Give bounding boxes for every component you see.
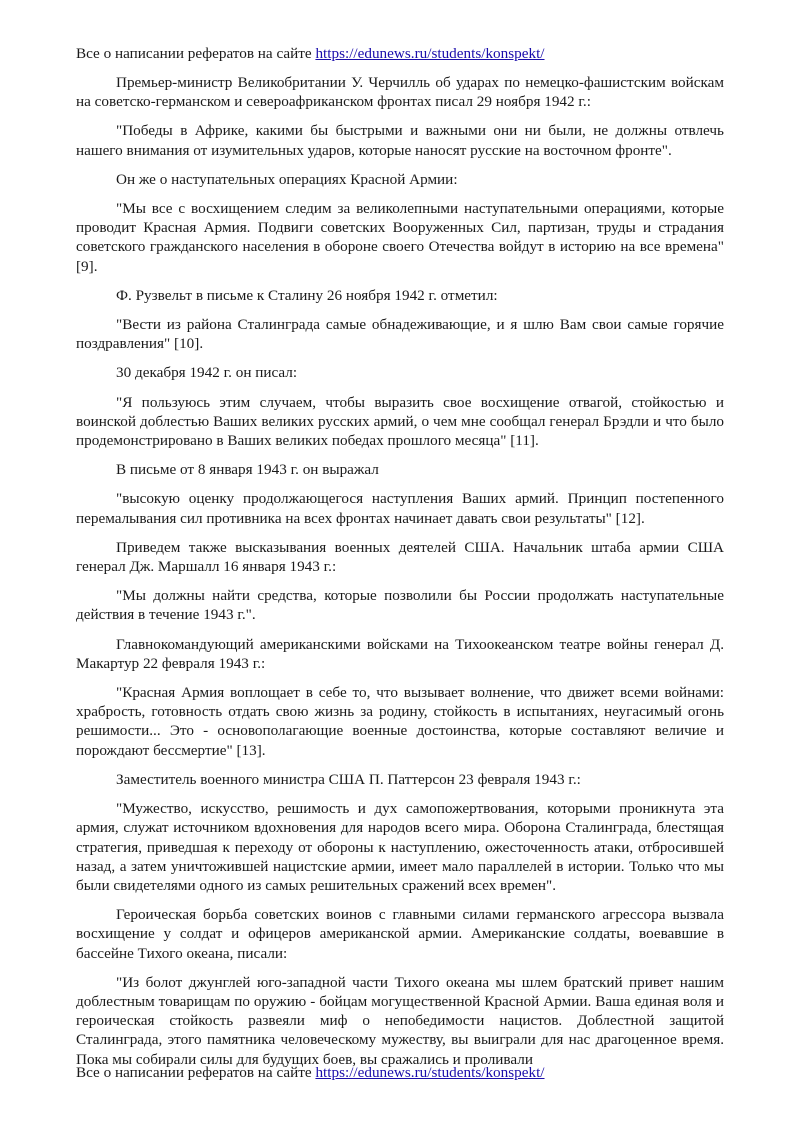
- paragraph: В письме от 8 января 1943 г. он выражал: [116, 461, 379, 479]
- quote-paragraph: "Мы все с восхищением следим за великолепными наступательными операциями, которые проводит Красная Армия. Подвиги советских Вооруженных Сил, партизан, труды и страдания советского гражданского населения в обороне своего Отечества войдут в историю на все времена" [9].: [76, 200, 724, 275]
- quote-paragraph: "Красная Армия воплощает в себе то, что вызывает волнение, что движет всеми войнами: храбрость, готовность отдать свою жизнь за родину, стойкость в испытаниях, неугасимый огонь решимости... Это - основополагающие военные достоинства, которые составляют величие и порождают бессмертие" [13].: [76, 684, 724, 759]
- paragraph: Приведем также высказывания военных деятелей США. Начальник штаба армии США генерал Дж. Маршалл 16 января 1943 г.:: [76, 538, 724, 576]
- page-footer: [76, 1063, 724, 1082]
- paragraph: Героическая борьба советских воинов с главными силами германского агрессора вызвала восхищение у солдат и офицеров американской армии. Американские солдаты, воевавшие в бассейне Тихого океана, писали:: [76, 906, 724, 962]
- quote-paragraph: "Из болот джунглей юго-западной части Тихого океана мы шлем братский привет нашим доблестным товарищам по оружию - бойцам могущественной Красной Армии. Ваша единая воля и героическая стойкость развеяли миф о непобедимости нацистов. Доблестной защитой Сталинграда, этого памятника человеческому мужеству, вы выиграли для нас драгоценное время. Пока мы собирали силы для будущих боев, вы сражались и проливали: [76, 973, 724, 1068]
- quote-paragraph: "Мужество, искусство, решимость и дух самопожертвования, которыми проникнута эта армия, служат источником вдохновения для народов всего мира. Оборона Сталинграда, блестящая стратегия, приведшая к переходу от обороны к наступлению, ожесточенность атаки, отбросившей назад, а затем уничтожившей нацистские армии, имеет мало параллелей в истории. Только что мы были свидетелями одного из самых решительных сражений всех времен".: [76, 800, 724, 894]
- quote-paragraph: "Мы должны найти средства, которые позволили бы России продолжать наступательные действия в течение 1943 г.".: [76, 587, 724, 624]
- paragraph: 30 декабря 1942 г. он писал:: [116, 364, 298, 382]
- paragraph: Он же о наступательных операциях Красной Армии:: [116, 170, 458, 188]
- footer-link[interactable]: https://edunews.ru/students/konspekt/: [315, 1064, 545, 1081]
- paragraph: Ф. Рузвельт в письме к Сталину 26 ноября 1942 г. отметил:: [116, 286, 498, 304]
- quote-paragraph: "Победы в Африке, какими бы быстрыми и важными они ни были, не должны отвлечь нашего внимания от изумительных ударов, которые наносят русские на восточном фронте".: [76, 122, 724, 159]
- document-body: [76, 73, 724, 1069]
- paragraph: Главнокомандующий американскими войсками на Тихоокеанском театре войны генерал Д. Макартур 22 февраля 1943 г.:: [76, 635, 724, 672]
- quote-paragraph: "Вести из района Сталинграда самые обнадеживающие, и я шлю Вам свои самые горячие поздравления" [10].: [76, 316, 724, 353]
- quote-paragraph: "Я пользуюсь этим случаем, чтобы выразить свое восхищение отвагой, стойкостью и воинской доблестью Ваших великих русских армий, о чем мне сообщал генерал Брэдли и что было продемонстрировано в Ваших великих победах прошлого месяца" [11].: [76, 393, 724, 450]
- header-link[interactable]: https://edunews.ru/students/konspekt/: [315, 45, 545, 62]
- document-page: [76, 44, 724, 1079]
- paragraph: Премьер-министр Великобритании У. Черчилль об ударах по немецко-фашистским войскам на советско-германском и североафриканском фронтах писал 29 ноября 1942 г.:: [76, 74, 724, 111]
- header-text: Все о написании рефератов на сайте: [76, 45, 312, 62]
- quote-paragraph: "высокую оценку продолжающегося наступления Ваших армий. Принцип постепенного перемалывания сил противника на всех фронтах начинает давать свои результаты" [12].: [76, 490, 724, 527]
- paragraph: Заместитель военного министра США П. Паттерсон 23 февраля 1943 г.:: [116, 770, 581, 788]
- footer-text: Все о написании рефератов на сайте: [76, 1064, 312, 1081]
- page-header: [76, 44, 724, 63]
